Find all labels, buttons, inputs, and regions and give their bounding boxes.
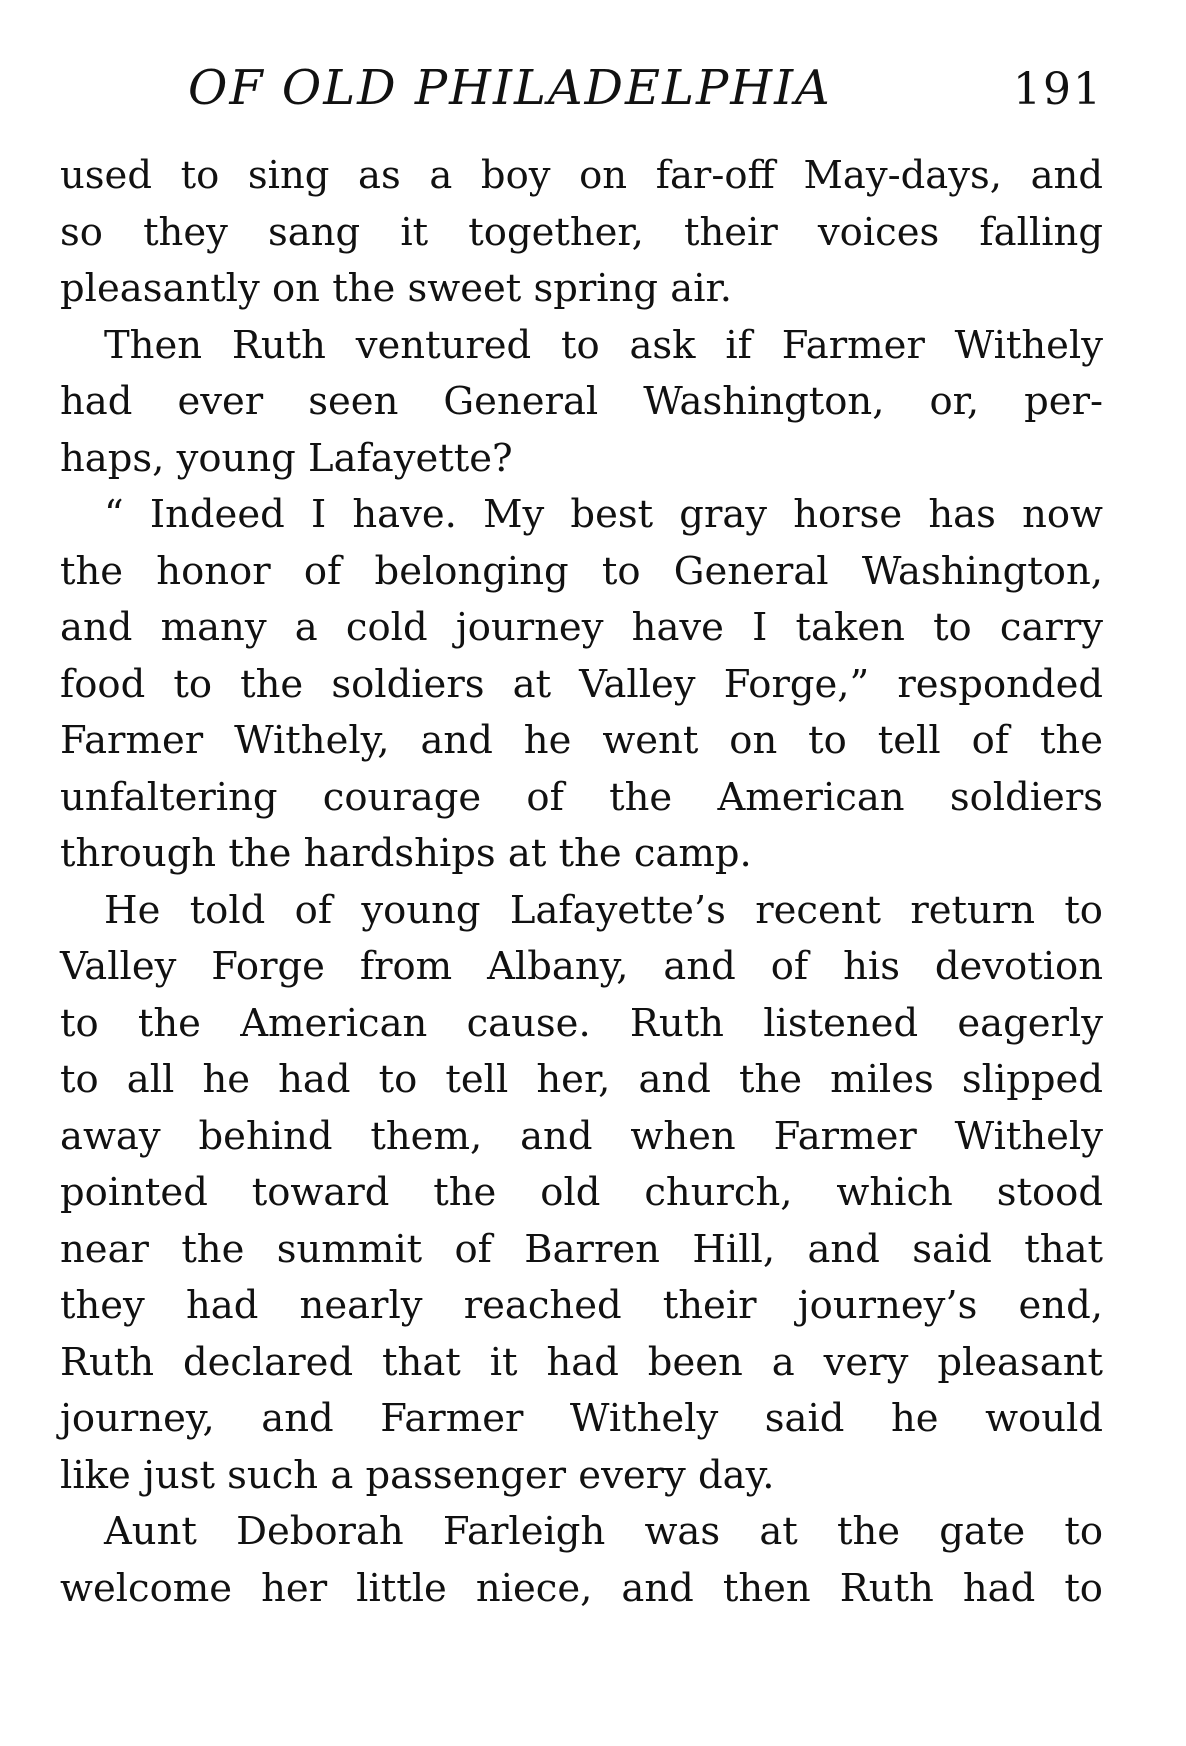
text-line: they had nearly reached their journey’s end, — [60, 1283, 1103, 1328]
text-line: “ Indeed I have. My best gray horse has now — [104, 492, 1103, 537]
text-line: away behind them, and when Farmer Withely — [60, 1113, 1103, 1159]
text-line: Farmer Withely, and he went on to tell of the — [60, 718, 1103, 763]
text-line: He told of young Lafayette’s recent return to — [104, 887, 1103, 933]
text-line: welcome her little niece, and then Ruth had to — [60, 1565, 1103, 1611]
text-line: near the summit of Barren Hill, and said that — [60, 1226, 1103, 1272]
text-line: unfaltering courage of the American soldiers — [60, 774, 1103, 820]
text-line: to all he had to tell her, and the miles slipped — [60, 1057, 1103, 1102]
text-line: pleasantly on the sweet spring air. — [60, 266, 732, 311]
text-line: haps, young Lafayette? — [60, 435, 513, 481]
text-line: food to the soldiers at Valley Forge,” responded — [60, 661, 1103, 707]
text-line: to the American cause. Ruth listened eagerly — [60, 1000, 1103, 1046]
text-line: the honor of belonging to General Washington, — [60, 548, 1103, 594]
text-line: and many a cold journey have I taken to carry — [60, 605, 1103, 650]
body-text — [60, 148, 1103, 1617]
running-title: OF OLD PHILADELPHIA — [188, 60, 832, 116]
text-line: Aunt Deborah Farleigh was at the gate to — [104, 1509, 1103, 1554]
page-number: 191 — [1013, 64, 1103, 115]
text-line: Then Ruth ventured to ask if Farmer Withely — [104, 322, 1103, 368]
text-line: like just such a passenger every day. — [60, 1452, 775, 1498]
running-head — [60, 60, 1103, 120]
text-line: used to sing as a boy on far-off May-days, and — [60, 153, 1103, 198]
text-line: Valley Forge from Albany, and of his devotion — [60, 944, 1103, 989]
text-line: Ruth declared that it had been a very pleasant — [60, 1339, 1103, 1385]
text-line: through the hardships at the camp. — [60, 831, 752, 876]
text-line: so they sang it together, their voices falling — [60, 209, 1103, 255]
text-line: had ever seen General Washington, or, per- — [60, 379, 1103, 424]
book-page — [60, 60, 1103, 1617]
text-line: journey, and Farmer Withely said he would — [60, 1396, 1103, 1441]
text-line: pointed toward the old church, which stood — [60, 1170, 1103, 1215]
